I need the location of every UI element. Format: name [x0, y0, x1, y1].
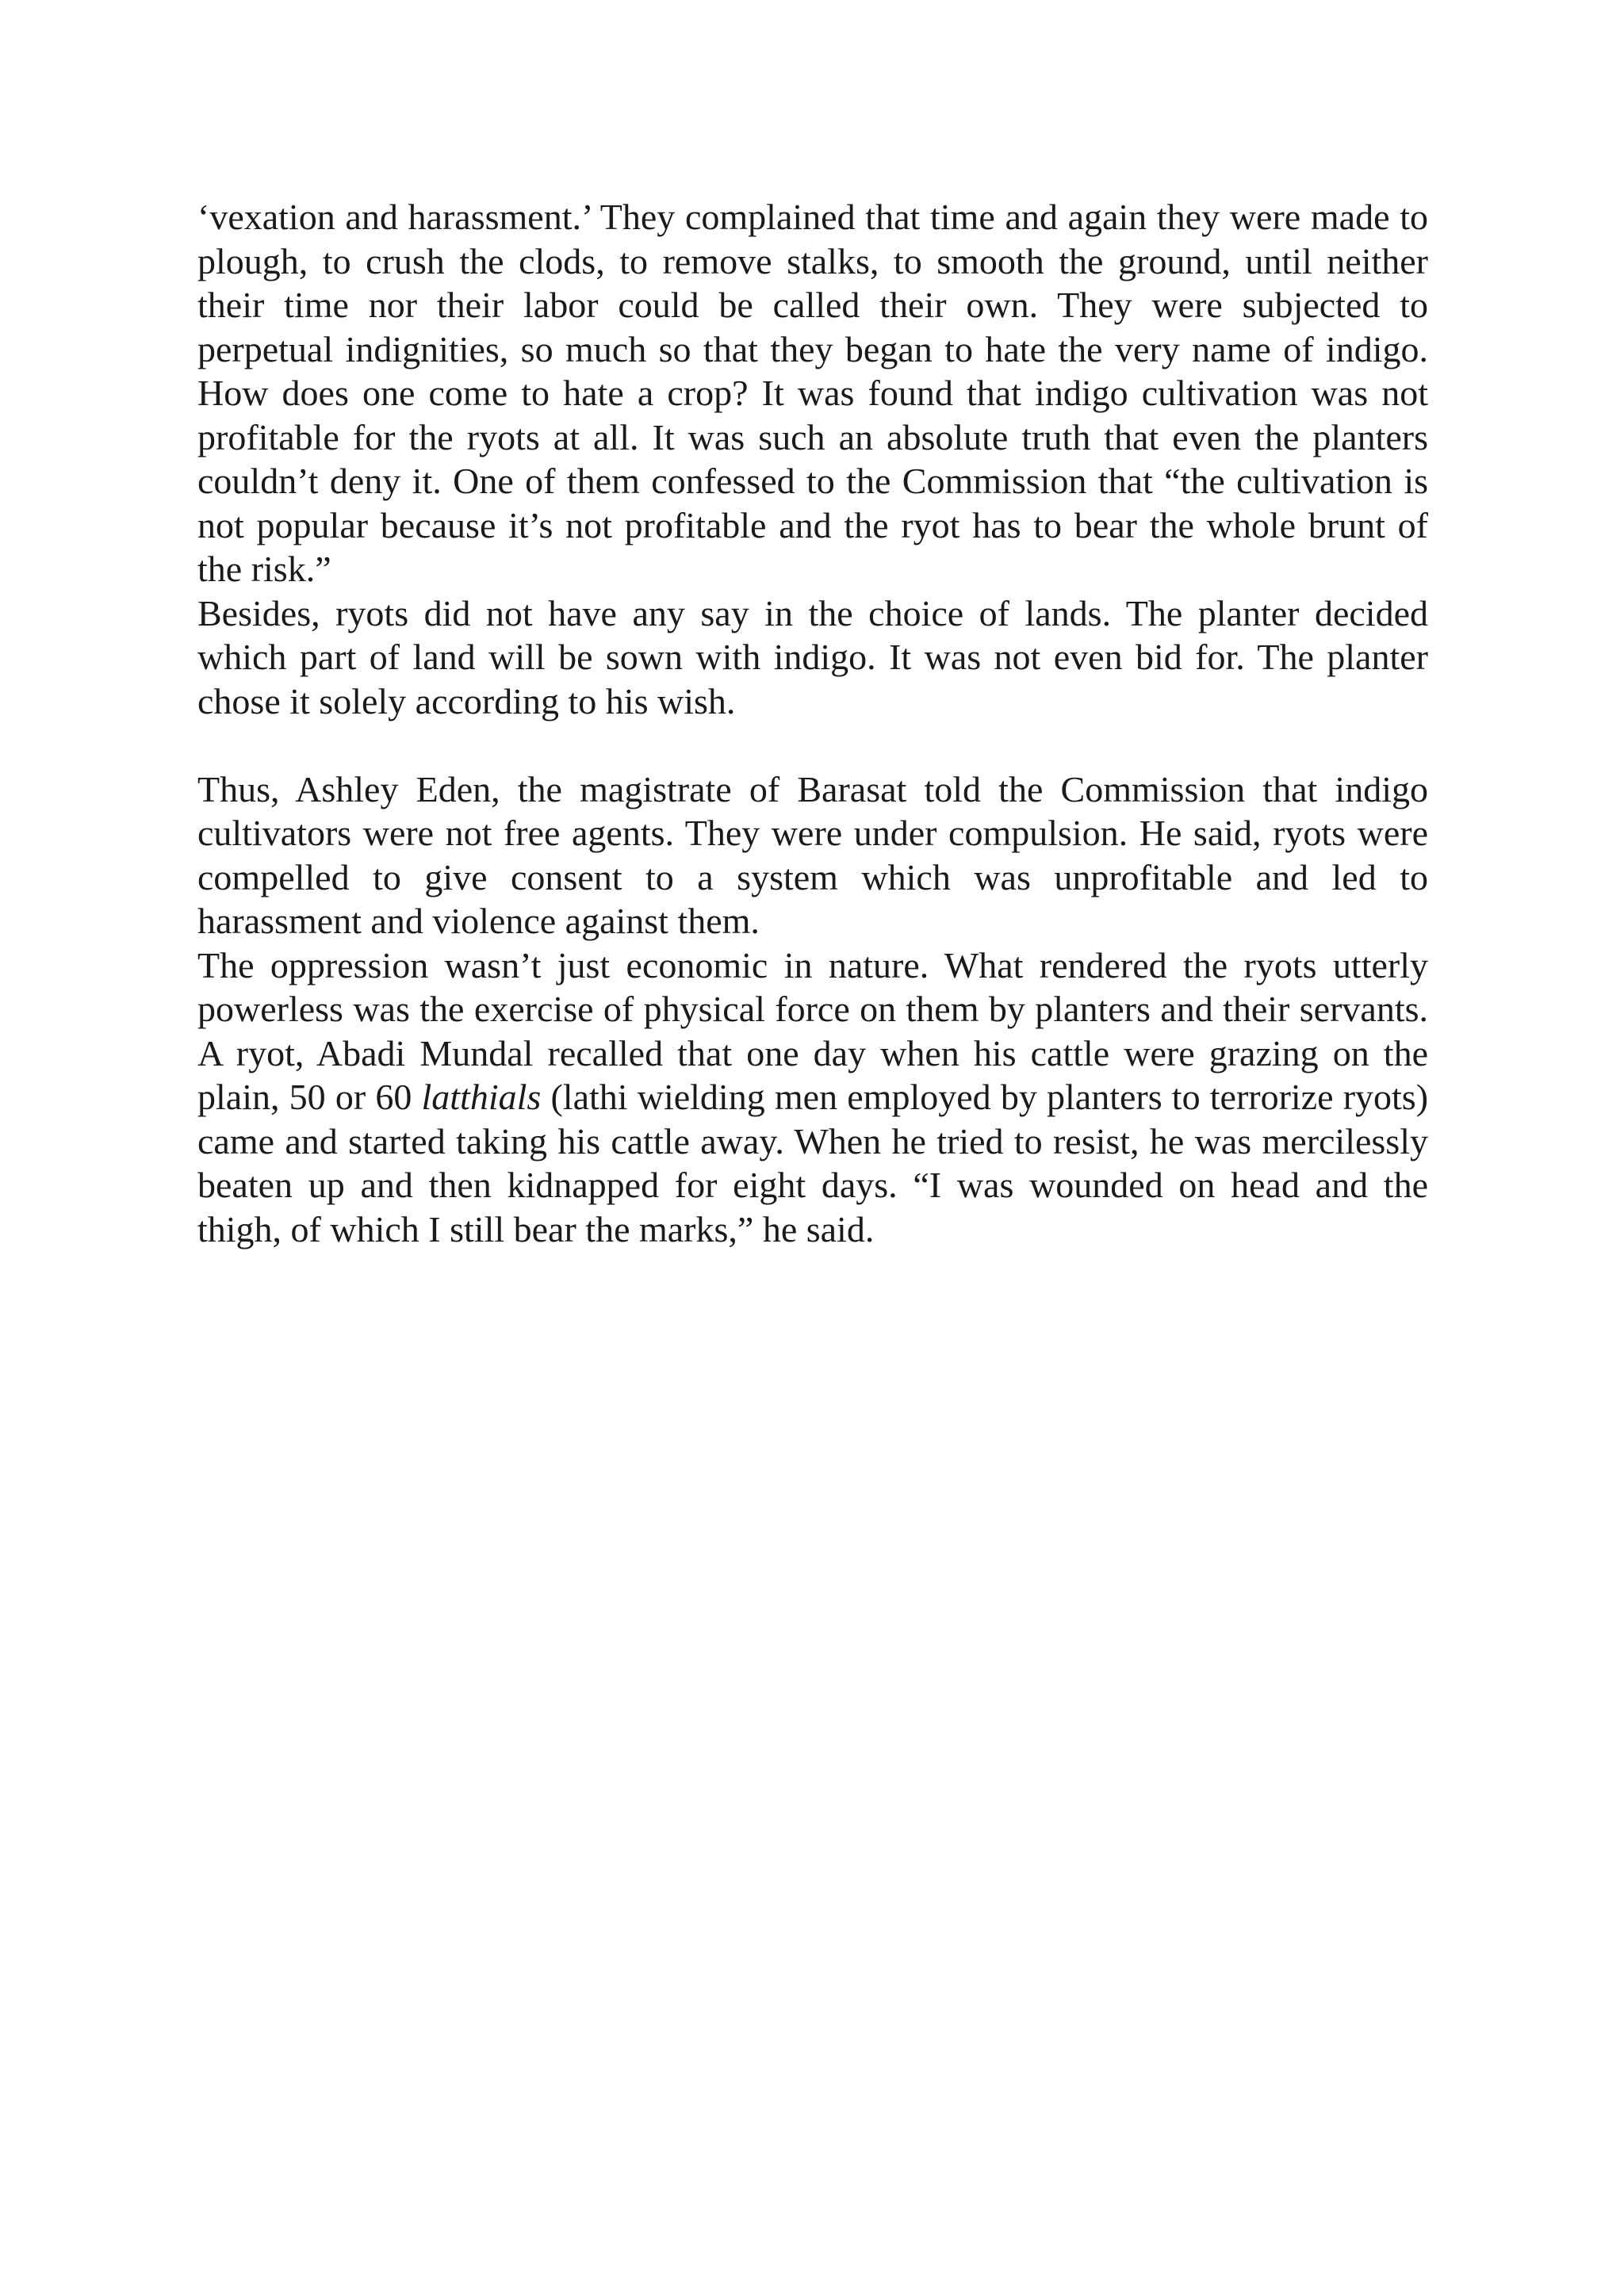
- paragraph-choice-of-lands: Besides, ryots did not have any say in the choice of lands. The planter decided which part of land will be sown with indigo. It was not even bid for. The planter chose it solely according to his wish.: [197, 592, 1428, 721]
- paragraph-vexation: ‘vexation and harassment.’ They complained that time and again they were made to plough, to crush the clods, to remove stalks, to smooth the ground, until neither their time nor their labor could be called their own. They were subjected to perpetual indignities, so much so that they began to hate the very name of indigo. How does one come to hate a crop? It was found that indigo cultivation was not profitable for the ryots at all. It was such an absolute truth that even the planters couldn’t deny it. One of them confessed to the Commission that “the cultivation is not popular because it’s not profitable and the ryot has to bear the whole brunt of the risk.”: [197, 197, 1428, 589]
- oppression-text-end: (lathi wielding men employed by planters to terrorize ryots) came and started taking his cattle away. When he tried to resist, he was mercilessly beaten up and then kidnapped for eight days. “I was wounded on head and the thigh, of which I still bear the marks,” he said.: [197, 1077, 1429, 1249]
- latthials-term: latthials: [421, 1077, 542, 1117]
- paragraph-oppression: [197, 943, 1428, 1252]
- oppression-text-start: The oppression wasn’t just economic in nature. What rendered the ryots utterly powerless was the exercise of physical force on them by planters and their servants. A ryot, Abadi Mundal recalled that one day when his cattle were grazing on the plain, 50 or 60: [197, 944, 1428, 1117]
- paragraph-ashley-eden: Thus, Ashley Eden, the magistrate of Barasat told the Commission that indigo cultivators were not free agents. They were under compulsion. He said, ryots were compelled to give consent to a system which was unprofitable and led to harassment and violence against them.: [197, 768, 1428, 941]
- paragraph-spacer: [197, 723, 1428, 767]
- body-text: [197, 195, 1428, 1251]
